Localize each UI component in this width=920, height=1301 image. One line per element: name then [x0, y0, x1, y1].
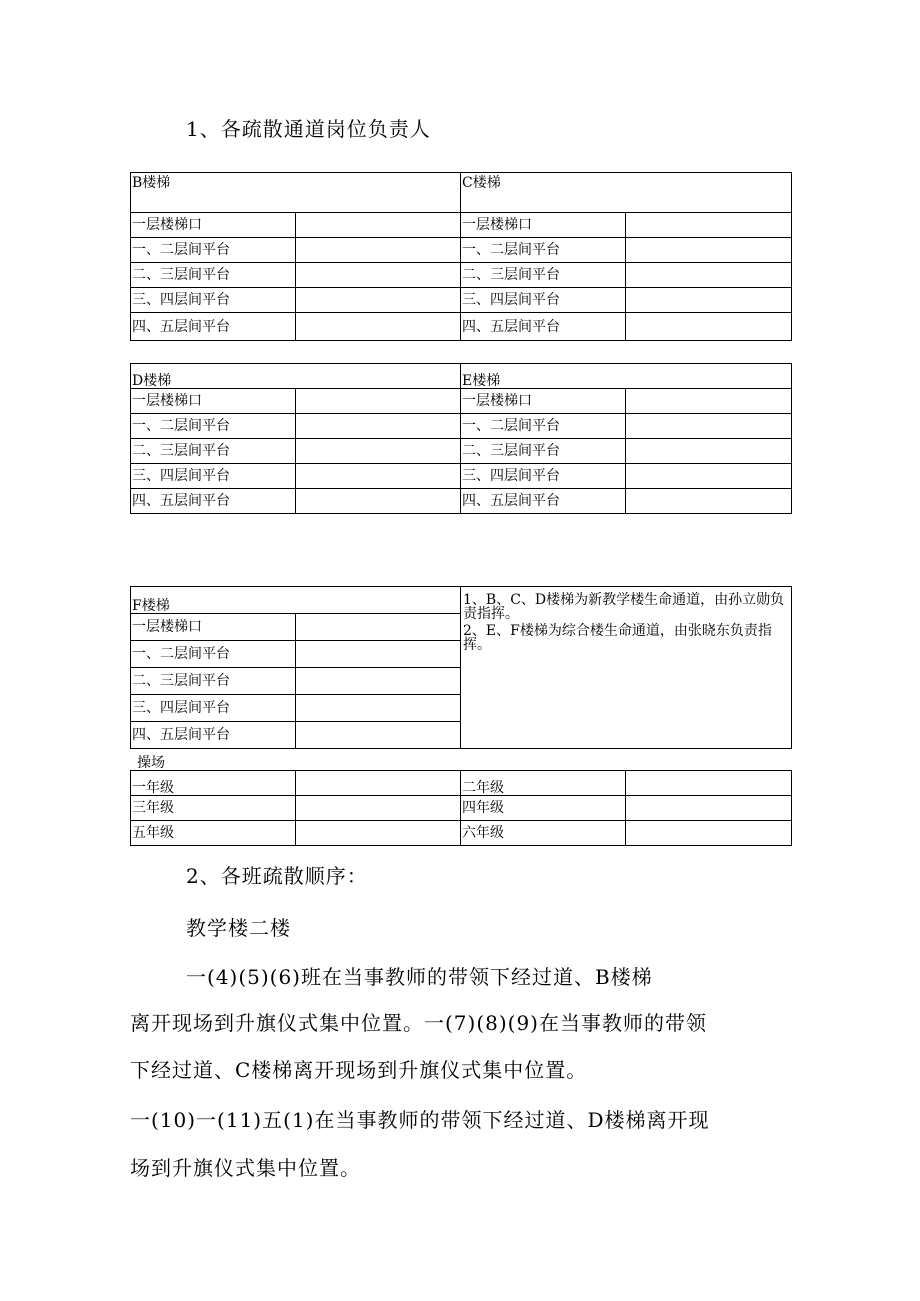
d-row-value[interactable] — [296, 439, 461, 464]
c-row-label: 三、四层间平台 — [461, 288, 626, 313]
c-row-label: 一层楼梯口 — [461, 213, 626, 238]
b-row-value[interactable] — [296, 213, 461, 238]
grade-value[interactable] — [296, 771, 461, 796]
b-row-value[interactable] — [296, 238, 461, 263]
grade-value[interactable] — [626, 821, 792, 846]
c-row-label: 一、二层间平台 — [461, 238, 626, 263]
section-1-heading: 1、各疏散通道岗位负责人 — [186, 117, 431, 141]
c-row-value[interactable] — [626, 313, 792, 341]
d-stairs-title: D楼梯 — [131, 364, 461, 389]
b-row-label: 三、四层间平台 — [131, 288, 296, 313]
d-row-label: 三、四层间平台 — [131, 464, 296, 489]
b-row-value[interactable] — [296, 288, 461, 313]
c-row-value[interactable] — [626, 263, 792, 288]
f-row-value[interactable] — [296, 695, 461, 722]
e-row-label: 四、五层间平台 — [461, 489, 626, 514]
c-row-value[interactable] — [626, 288, 792, 313]
e-row-label: 一层楼梯口 — [461, 389, 626, 414]
e-row-label: 三、四层间平台 — [461, 464, 626, 489]
f-row-label: 一、二层间平台 — [131, 641, 296, 668]
d-row-value[interactable] — [296, 389, 461, 414]
f-stairs-title: F楼梯 — [131, 587, 461, 614]
grade-value[interactable] — [626, 771, 792, 796]
grade-label: 二年级 — [461, 771, 626, 796]
section-2-heading: 2、各班疏散顺序： — [186, 864, 368, 888]
note-2: 2、E、F楼梯为综合楼生命通道，由张晓东负责指挥。 — [463, 623, 772, 653]
paragraph-line: 一(4)(5)(6)班在当事教师的带领下经过道、B楼梯 — [186, 965, 653, 989]
d-row-value[interactable] — [296, 489, 461, 514]
stairs-de-table — [130, 363, 792, 514]
d-row-value[interactable] — [296, 414, 461, 439]
e-row-value[interactable] — [626, 489, 792, 514]
b-row-label: 一层楼梯口 — [131, 213, 296, 238]
e-row-value[interactable] — [626, 464, 792, 489]
stairs-bc-table — [130, 172, 792, 341]
c-row-value[interactable] — [626, 213, 792, 238]
note-1: 1、B、C、D楼梯为新教学楼生命通道，由孙立勋负责指挥。 — [463, 592, 785, 622]
grade-value[interactable] — [296, 796, 461, 821]
grade-value[interactable] — [296, 821, 461, 846]
grade-label: 四年级 — [461, 796, 626, 821]
b-stairs-title: B楼梯 — [131, 173, 461, 213]
playground-label: 操场 — [137, 755, 165, 771]
grade-label: 一年级 — [131, 771, 296, 796]
b-row-label: 一、二层间平台 — [131, 238, 296, 263]
c-row-label: 四、五层间平台 — [461, 313, 626, 341]
paragraph-line: 场到升旗仪式集中位置。 — [130, 1156, 361, 1180]
playground-table — [130, 770, 792, 846]
b-row-label: 四、五层间平台 — [131, 313, 296, 341]
b-row-label: 二、三层间平台 — [131, 263, 296, 288]
grade-label: 六年级 — [461, 821, 626, 846]
f-row-value[interactable] — [296, 641, 461, 668]
f-row-value[interactable] — [296, 614, 461, 641]
paragraph-line: 离开现场到升旗仪式集中位置。一(7)(8)(9)在当事教师的带领 — [130, 1011, 707, 1035]
f-row-label: 一层楼梯口 — [131, 614, 296, 641]
f-row-label: 四、五层间平台 — [131, 722, 296, 749]
d-row-value[interactable] — [296, 464, 461, 489]
f-row-label: 三、四层间平台 — [131, 695, 296, 722]
e-row-value[interactable] — [626, 389, 792, 414]
paragraph-line: 一(10)一(11)五(1)在当事教师的带领下经过道、D楼梯离开现 — [130, 1108, 710, 1132]
e-row-value[interactable] — [626, 414, 792, 439]
e-row-value[interactable] — [626, 439, 792, 464]
f-row-value[interactable] — [296, 668, 461, 695]
c-row-label: 二、三层间平台 — [461, 263, 626, 288]
f-row-value[interactable] — [296, 722, 461, 749]
grade-value[interactable] — [626, 796, 792, 821]
d-row-label: 二、三层间平台 — [131, 439, 296, 464]
b-row-value[interactable] — [296, 263, 461, 288]
grade-label: 三年级 — [131, 796, 296, 821]
c-stairs-title: C楼梯 — [461, 173, 792, 213]
d-row-label: 一、二层间平台 — [131, 414, 296, 439]
stairs-f-table — [130, 586, 792, 749]
e-row-label: 一、二层间平台 — [461, 414, 626, 439]
responsibility-notes — [461, 587, 792, 749]
section-2-subheading: 教学楼二楼 — [186, 916, 291, 940]
c-row-value[interactable] — [626, 238, 792, 263]
d-row-label: 四、五层间平台 — [131, 489, 296, 514]
b-row-value[interactable] — [296, 313, 461, 341]
paragraph-line: 下经过道、C楼梯离开现场到升旗仪式集中位置。 — [130, 1058, 588, 1082]
f-row-label: 二、三层间平台 — [131, 668, 296, 695]
e-stairs-title: E楼梯 — [461, 364, 792, 389]
d-row-label: 一层楼梯口 — [131, 389, 296, 414]
e-row-label: 二、三层间平台 — [461, 439, 626, 464]
grade-label: 五年级 — [131, 821, 296, 846]
